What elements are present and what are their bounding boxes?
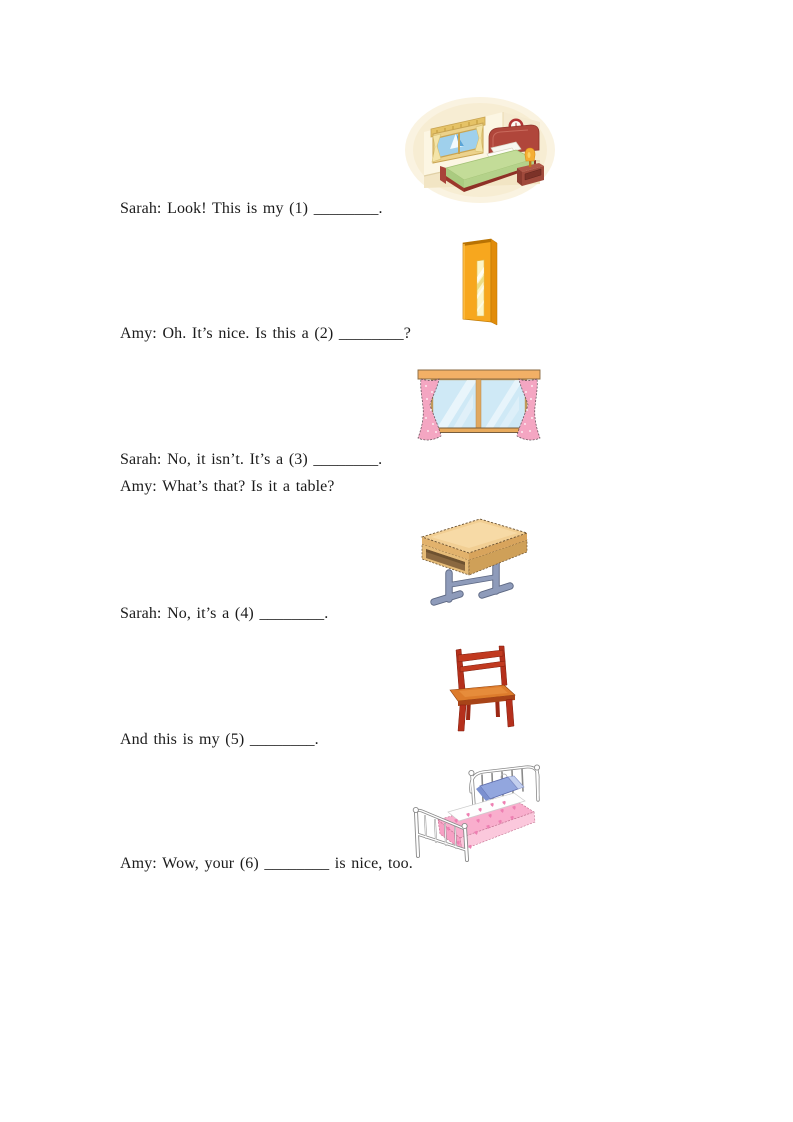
chair-image — [445, 643, 521, 733]
dialogue-line-7: Amy: Wow, your (6) ________ is nice, too. — [120, 855, 413, 872]
window-image — [415, 366, 543, 446]
dialogue-line-1: Sarah: Look! This is my (1) ________. — [120, 200, 383, 217]
dialogue-line-2: Amy: Oh. It’s nice. Is this a (2) ________? — [120, 325, 411, 342]
dialogue-line-5: Sarah: No, it’s a (4) ________. — [120, 605, 329, 622]
bed-image — [408, 762, 548, 864]
dialogue-line-3: Sarah: No, it isn’t. It’s a (3) ________. — [120, 451, 383, 468]
dialogue-line-4: Amy: What’s that? Is it a table? — [120, 478, 335, 495]
dialogue-line-6: And this is my (5) ________. — [120, 731, 319, 748]
door-image — [456, 237, 505, 327]
desk-image — [416, 511, 532, 616]
bedroom-image — [404, 96, 556, 204]
